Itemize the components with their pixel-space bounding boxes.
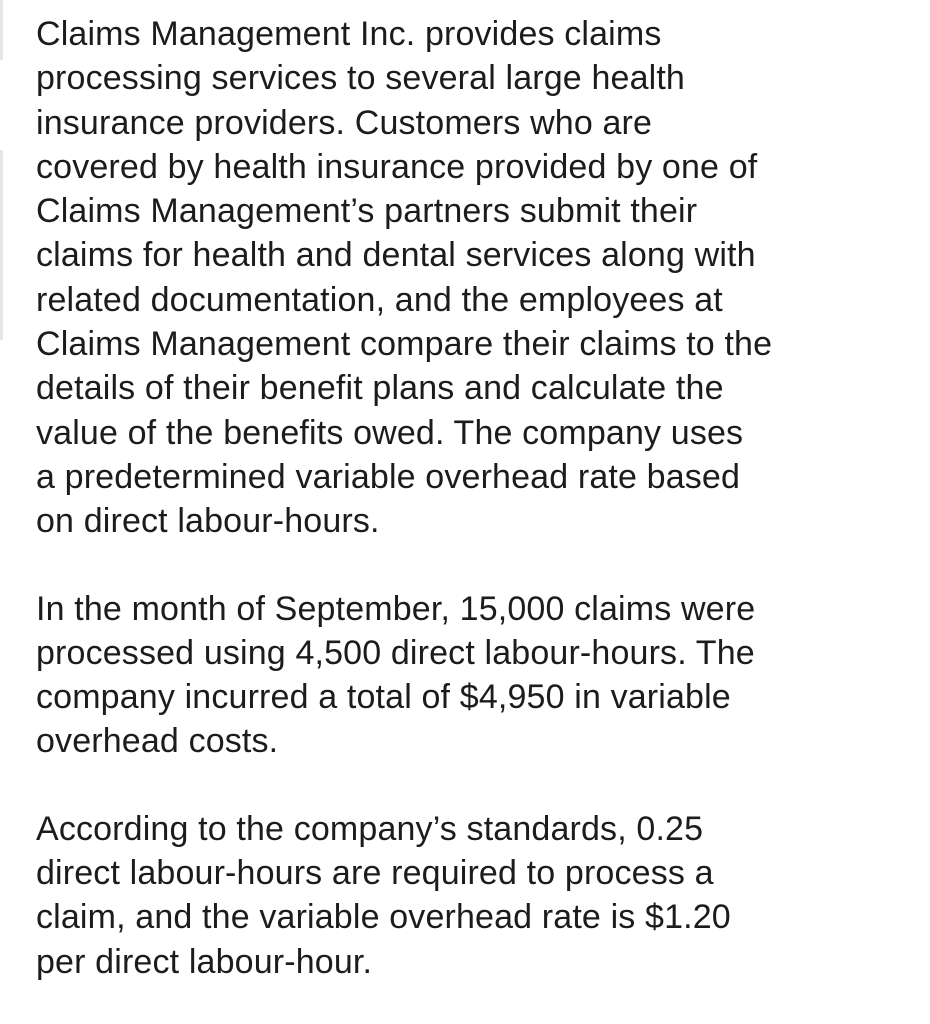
text-line: value of the benefits owed. The company uses [36, 413, 744, 452]
text-line: processed using 4,500 direct labour-hours. The [36, 633, 755, 672]
paragraph-september-data [36, 587, 906, 764]
text-line: claim, and the variable overhead rate is $1.20 [36, 898, 731, 937]
text-line: company incurred a total of $4,950 in variable [36, 678, 731, 717]
text-line: Claims Management compare their claims to the [36, 325, 773, 364]
left-edge-mark [0, 150, 3, 340]
text-line: overhead costs. [36, 722, 279, 761]
text-line: a predetermined variable overhead rate based [36, 457, 741, 496]
text-line: on direct labour-hours. [36, 502, 380, 541]
paragraph-company-description [36, 12, 906, 544]
text-line: direct labour-hours are required to process a [36, 854, 714, 893]
text-line: According to the company’s standards, 0.25 [36, 809, 704, 848]
text-line: covered by health insurance provided by one of [36, 147, 758, 186]
text-line: details of their benefit plans and calculate the [36, 369, 724, 408]
text-line: per direct labour-hour. [36, 942, 373, 981]
text-line: claims for health and dental services along with [36, 236, 756, 275]
paragraph-standards [36, 807, 906, 984]
left-edge-mark [0, 0, 3, 60]
text-line: Claims Management Inc. provides claims [36, 15, 662, 53]
text-line: In the month of September, 15,000 claims were [36, 589, 756, 628]
text-line: related documentation, and the employees at [36, 280, 723, 319]
text-line: processing services to several large health [36, 59, 685, 98]
text-line: insurance providers. Customers who are [36, 103, 653, 142]
problem-text [36, 12, 906, 984]
text-line: Claims Management’s partners submit their [36, 192, 698, 231]
